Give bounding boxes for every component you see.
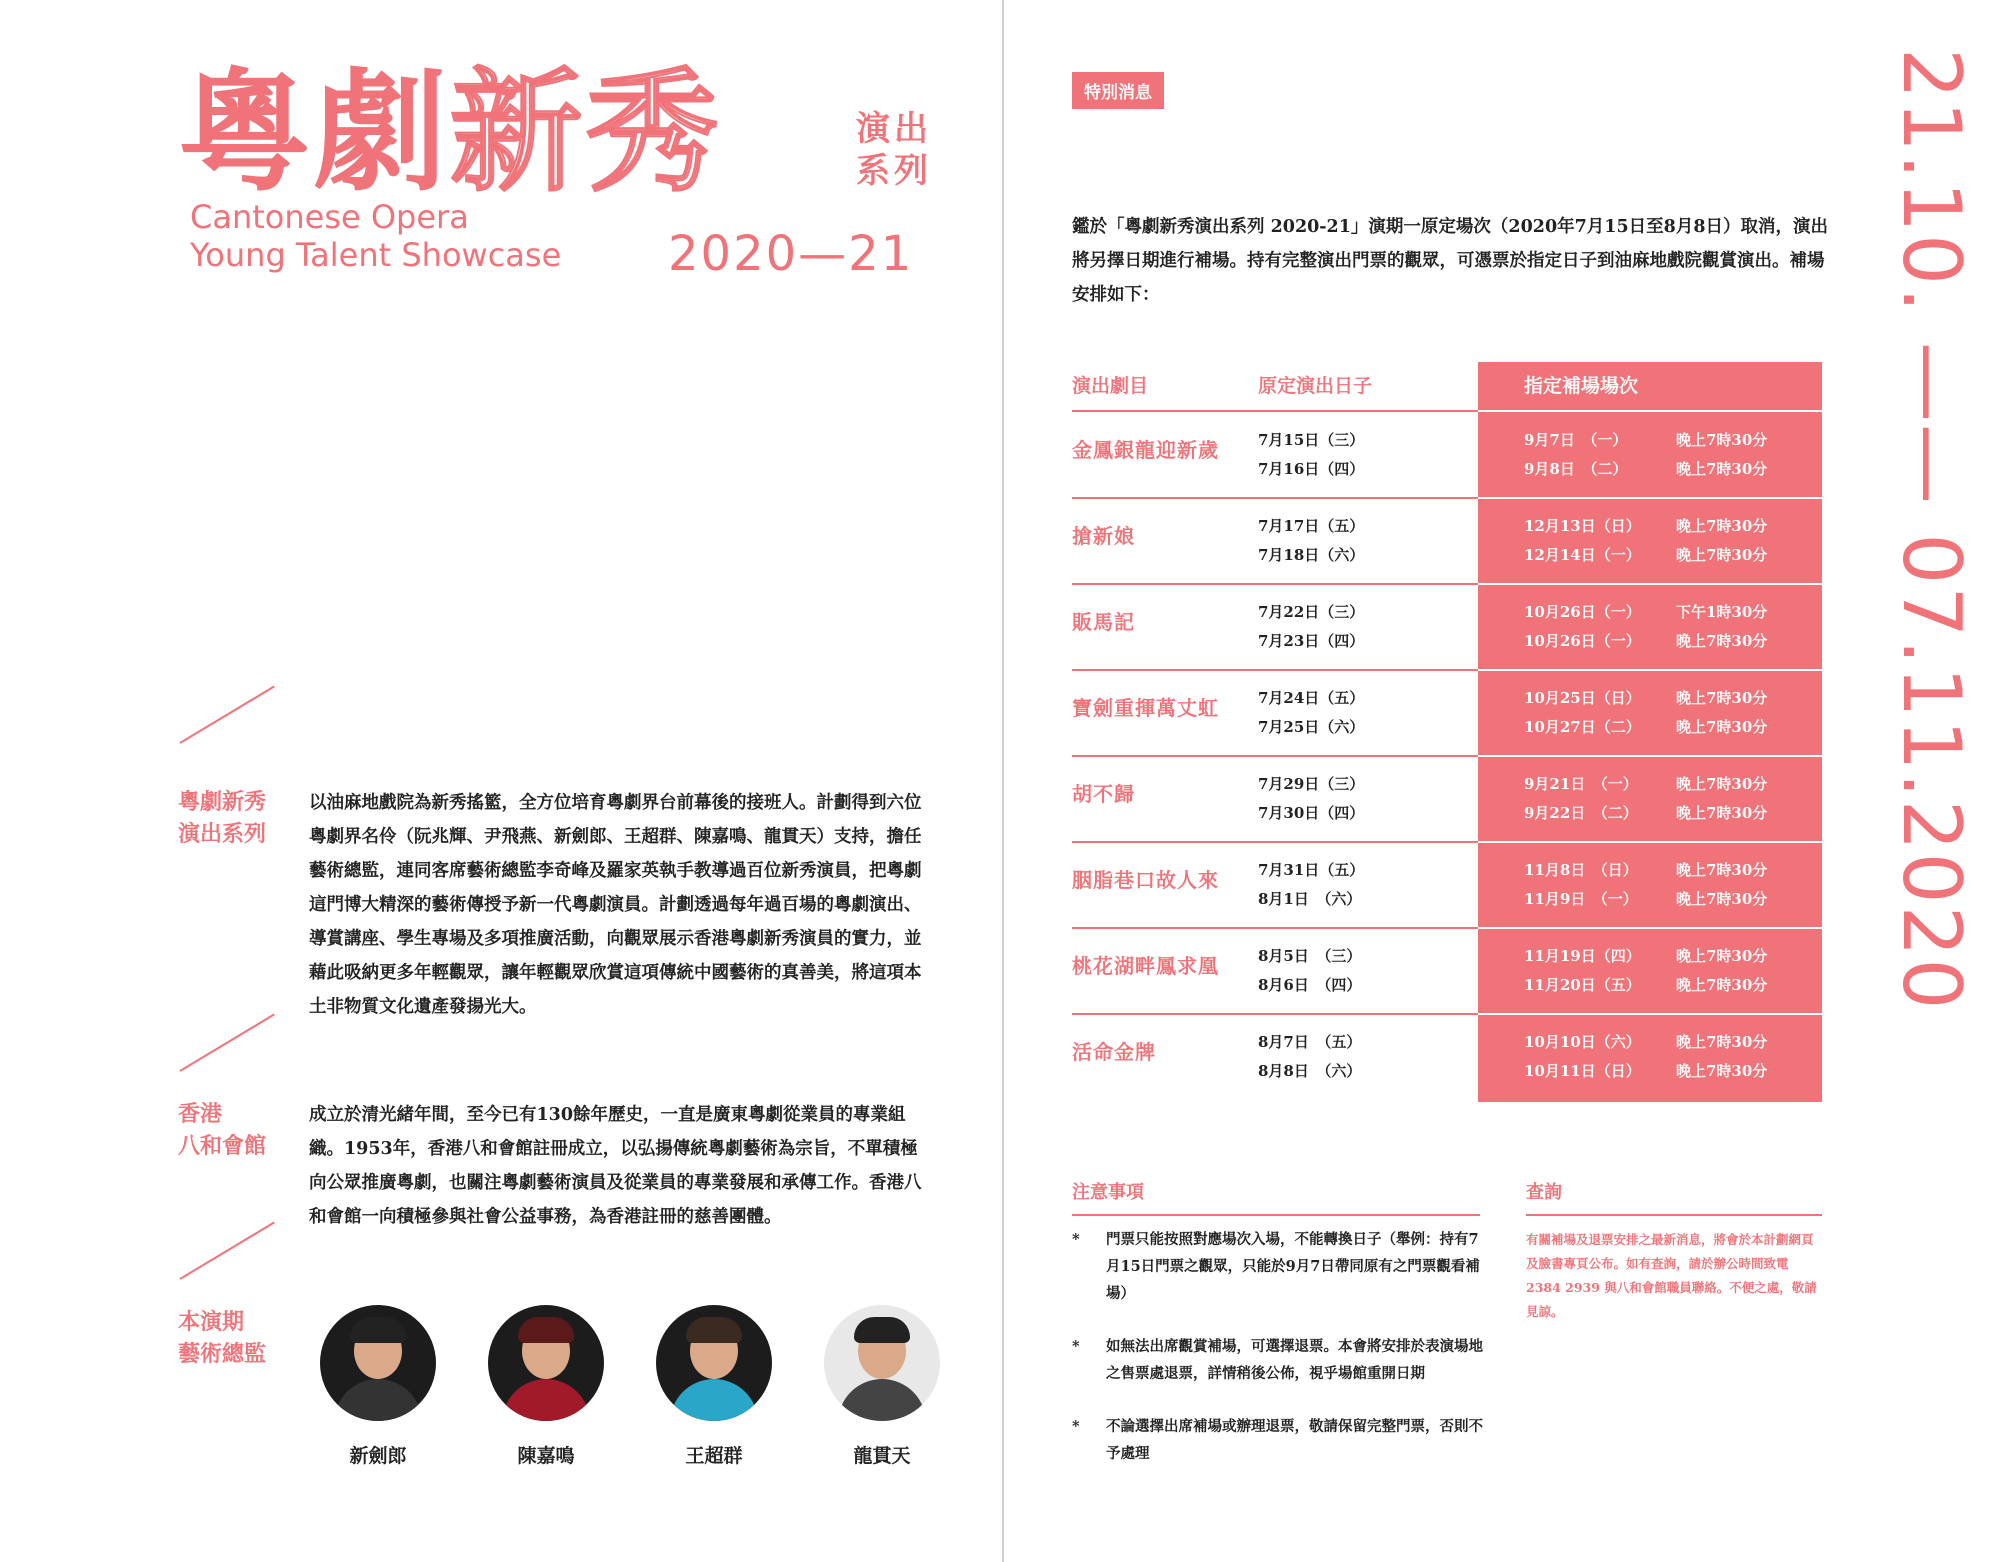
original-date: 7月29日（三） [1258, 775, 1365, 793]
table-row [1072, 756, 1822, 842]
original-dates [1258, 426, 1364, 484]
original-date: 7月25日（六） [1258, 718, 1365, 736]
rescheduled-time: 晚上7時30分 [1676, 1062, 1768, 1080]
note-text: 不論選擇出席補場或辦理退票，敬請保留完整門票，否則不予處理 [1106, 1418, 1483, 1462]
original-date: 7月16日（四） [1258, 460, 1365, 478]
original-dates [1258, 1028, 1361, 1086]
rescheduled-date: 9月8日 （二） [1524, 460, 1628, 478]
rescheduled-date: 10月26日（一） [1524, 603, 1641, 621]
director-name: 新劍郎 [349, 1445, 407, 1467]
label-line-2: 演出系列 [178, 821, 267, 847]
rescheduled-dates [1524, 770, 1638, 828]
avatar [488, 1305, 604, 1421]
header-show: 演出劇目 [1072, 375, 1149, 397]
rescheduled-dates [1524, 684, 1641, 742]
original-date: 8月1日 （六） [1258, 890, 1362, 908]
title-year: 2020—21 [668, 226, 914, 282]
decorative-slash [179, 685, 274, 743]
table-row [1072, 670, 1822, 756]
rescheduled-times [1676, 598, 1767, 656]
rescheduled-times [1676, 942, 1767, 1000]
original-date: 8月7日 （五） [1258, 1033, 1362, 1051]
rescheduled-time: 晚上7時30分 [1676, 431, 1768, 449]
avatar [320, 1305, 436, 1421]
original-dates [1258, 942, 1361, 1000]
rescheduled-date: 11月9日 （一） [1524, 890, 1638, 908]
rescheduled-dates [1524, 512, 1641, 570]
title-chinese-outline: 新秀 [450, 56, 722, 210]
special-news-badge: 特別消息 [1072, 72, 1164, 109]
original-date: 7月23日（四） [1258, 632, 1365, 650]
bullet: * [1072, 1418, 1080, 1435]
vertical-date [1885, 48, 1980, 1012]
rescheduled-date: 9月22日 （二） [1524, 804, 1638, 822]
label-line-1: 本演期 [178, 1309, 245, 1335]
show-title: 搶新娘 [1072, 524, 1135, 548]
rescheduled-time: 晚上7時30分 [1676, 861, 1768, 879]
original-dates [1258, 770, 1364, 828]
table-row [1072, 842, 1822, 928]
rescheduled-date: 10月11日（日） [1524, 1062, 1641, 1080]
rescheduled-time: 晚上7時30分 [1676, 517, 1768, 535]
rescheduled-dates [1524, 1028, 1641, 1086]
rescheduled-date: 10月27日（二） [1524, 718, 1641, 736]
rescheduled-date: 10月25日（日） [1524, 689, 1641, 707]
table-row [1072, 928, 1822, 1014]
enquiry-text: 有關補場及退票安排之最新消息，將會於本計劃網頁及臉書專頁公布。如有查詢，請於辦公時間致電 2384 2939 與八和會館職員聯絡。不便之處，敬請見諒。 [1526, 1232, 1817, 1319]
director-name: 龍貫天 [853, 1445, 911, 1467]
rescheduled-dates [1524, 856, 1638, 914]
rescheduled-date: 11月8日 （日） [1524, 861, 1638, 879]
section-label-showcase [178, 786, 298, 850]
original-date: 7月31日（五） [1258, 861, 1365, 879]
rescheduled-times [1676, 512, 1767, 570]
title-chinese [178, 58, 722, 208]
avatar [656, 1305, 772, 1421]
title-english [190, 198, 561, 274]
rescheduled-dates [1524, 598, 1641, 656]
rescheduled-time: 晚上7時30分 [1676, 775, 1768, 793]
director-card [476, 1305, 616, 1468]
original-date: 8月8日 （六） [1258, 1062, 1362, 1080]
rescheduled-times [1676, 426, 1767, 484]
rescheduled-dates [1524, 426, 1627, 484]
list-item [1072, 1333, 1492, 1387]
decorative-slash [179, 1221, 274, 1279]
rescheduled-date: 12月13日（日） [1524, 517, 1641, 535]
table-row [1072, 1014, 1822, 1100]
original-dates [1258, 598, 1364, 656]
show-title: 金鳳銀龍迎新歲 [1072, 438, 1219, 462]
rescheduled-time: 晚上7時30分 [1676, 976, 1768, 994]
original-date: 7月15日（三） [1258, 431, 1365, 449]
table-row [1072, 584, 1822, 670]
title-subtitle [856, 108, 932, 192]
table-row [1072, 412, 1822, 498]
intro-paragraph: 鑑於「粵劇新秀演出系列 2020-21」演期一原定場次（2020年7月15日至8月8日）取消，演出將另擇日期進行補場。持有完整演出門票的觀眾，可憑票於指定日子到油麻地戲院觀賞演出。補場安排如下： [1072, 217, 1829, 305]
rescheduled-time: 晚上7時30分 [1676, 546, 1768, 564]
rescheduled-time: 晚上7時30分 [1676, 718, 1768, 736]
section-label-artistic-directors [178, 1306, 298, 1370]
show-title: 胭脂巷口故人來 [1072, 868, 1219, 892]
rescheduled-time: 晚上7時30分 [1676, 1033, 1768, 1051]
title-chinese-solid: 粵劇 [178, 56, 450, 210]
original-date: 7月17日（五） [1258, 517, 1365, 535]
original-dates [1258, 512, 1364, 570]
original-dates [1258, 856, 1364, 914]
director-name: 陳嘉鳴 [517, 1445, 575, 1467]
subtitle-line-2: 系列 [856, 151, 932, 191]
rescheduled-date: 9月21日 （一） [1524, 775, 1638, 793]
original-date: 7月24日（五） [1258, 689, 1365, 707]
director-name: 王超群 [685, 1445, 743, 1467]
list-item [1072, 1413, 1492, 1467]
label-line-1: 香港 [178, 1101, 223, 1127]
bullet: * [1072, 1231, 1080, 1248]
title-english-line-2: Young Talent Showcase [190, 236, 562, 274]
note-text: 如無法出席觀賞補場，可選擇退票。本會將安排於表演場地之售票處退票，詳情稍後公佈，視乎場館重開日期 [1106, 1338, 1483, 1382]
original-date: 7月22日（三） [1258, 603, 1365, 621]
title-english-line-1: Cantonese Opera [190, 198, 469, 236]
rescheduled-date: 12月14日（一） [1524, 546, 1641, 564]
rescheduled-date: 10月10日（六） [1524, 1033, 1641, 1051]
rescheduled-times [1676, 856, 1767, 914]
section-text-showcase: 以油麻地戲院為新秀搖籃，全方位培育粵劇界台前幕後的接班人。計劃得到六位粵劇界名伶（阮兆輝、尹飛燕、新劍郎、王超群、陳嘉鳴、龍貫天）支持，擔任藝術總監，連同客席藝術總監李奇峰及羅家英執手教導過百位新秀演員，把粵劇這門博大精深的藝術傳授予新一代粵劇演員。計劃透過每年過百場的粵劇演出、導賞講座、學生專場及多項推廣活動，向觀眾展示香港粵劇新秀演員的實力，並藉此吸納更多年輕觀眾，讓年輕觀眾欣賞這項傳統中國藝術的真善美，將這項本土非物質文化遺產發揚光大。 [309, 793, 922, 1017]
rescheduled-times [1676, 770, 1767, 828]
rescheduled-time: 晚上7時30分 [1676, 632, 1768, 650]
rescheduled-date: 11月19日（四） [1524, 947, 1641, 965]
section-text-chinese-artists: 成立於清光緒年間，至今已有130餘年歷史，一直是廣東粵劇從業員的專業組織。1953年，香港八和會館註冊成立，以弘揚傳統粵劇藝術為宗旨，不單積極向公眾推廣粵劇，也關注粵劇藝術演員及從業員的專業發展和承傳工作。香港八和會館一向積極參與社會公益事務，為香港註冊的慈善團體。 [309, 1105, 922, 1227]
header-original-date: 原定演出日子 [1258, 375, 1373, 397]
decorative-slash [179, 1013, 274, 1071]
header-rescheduled: 指定補場場次 [1524, 375, 1639, 397]
rescheduled-date: 9月7日 （一） [1524, 431, 1628, 449]
rescheduled-time: 晚上7時30分 [1676, 804, 1768, 822]
rescheduled-time: 晚上7時30分 [1676, 460, 1768, 478]
rescheduled-dates [1524, 942, 1641, 1000]
list-item [1072, 1226, 1492, 1307]
rescheduled-times [1676, 1028, 1767, 1086]
rescheduled-date: 11月20日（五） [1524, 976, 1641, 994]
rescheduled-times [1676, 684, 1767, 742]
subtitle-line-1: 演出 [856, 109, 932, 149]
rescheduled-date: 10月26日（一） [1524, 632, 1641, 650]
vertical-date-text: 21.10. —— 07.11.2020 [1885, 48, 1978, 1012]
rescheduled-time: 晚上7時30分 [1676, 947, 1768, 965]
notes-heading: 注意事項 [1072, 1178, 1480, 1216]
original-date: 7月30日（四） [1258, 804, 1365, 822]
show-title: 販馬記 [1072, 610, 1135, 634]
director-card [812, 1305, 952, 1468]
director-card [644, 1305, 784, 1468]
show-title: 寶劍重揮萬丈虹 [1072, 696, 1219, 720]
bullet: * [1072, 1338, 1080, 1355]
original-date: 7月18日（六） [1258, 546, 1365, 564]
label-line-2: 藝術總監 [178, 1341, 267, 1367]
original-date: 8月5日 （三） [1258, 947, 1362, 965]
page-divider [1002, 0, 1004, 1562]
section-label-chinese-artists [178, 1098, 298, 1162]
label-line-2: 八和會館 [178, 1133, 267, 1159]
label-line-1: 粵劇新秀 [178, 789, 267, 815]
director-card [308, 1305, 448, 1468]
rescheduled-time: 下午1時30分 [1676, 603, 1768, 621]
show-title: 胡不歸 [1072, 782, 1135, 806]
title-block [178, 58, 938, 288]
avatar [824, 1305, 940, 1421]
original-date: 8月6日 （四） [1258, 976, 1362, 994]
directors-row [308, 1305, 948, 1475]
rescheduled-time: 晚上7時30分 [1676, 890, 1768, 908]
show-title: 活命金牌 [1072, 1040, 1156, 1064]
notes-list [1072, 1226, 1492, 1493]
enquiry-heading: 查詢 [1526, 1178, 1822, 1216]
table-row [1072, 498, 1822, 584]
rescheduled-time: 晚上7時30分 [1676, 689, 1768, 707]
show-title: 桃花湖畔鳳求凰 [1072, 954, 1219, 978]
note-text: 門票只能按照對應場次入場，不能轉換日子（舉例：持有7月15日門票之觀眾，只能於9月7日帶同原有之門票觀看補場） [1106, 1231, 1480, 1302]
original-dates [1258, 684, 1364, 742]
